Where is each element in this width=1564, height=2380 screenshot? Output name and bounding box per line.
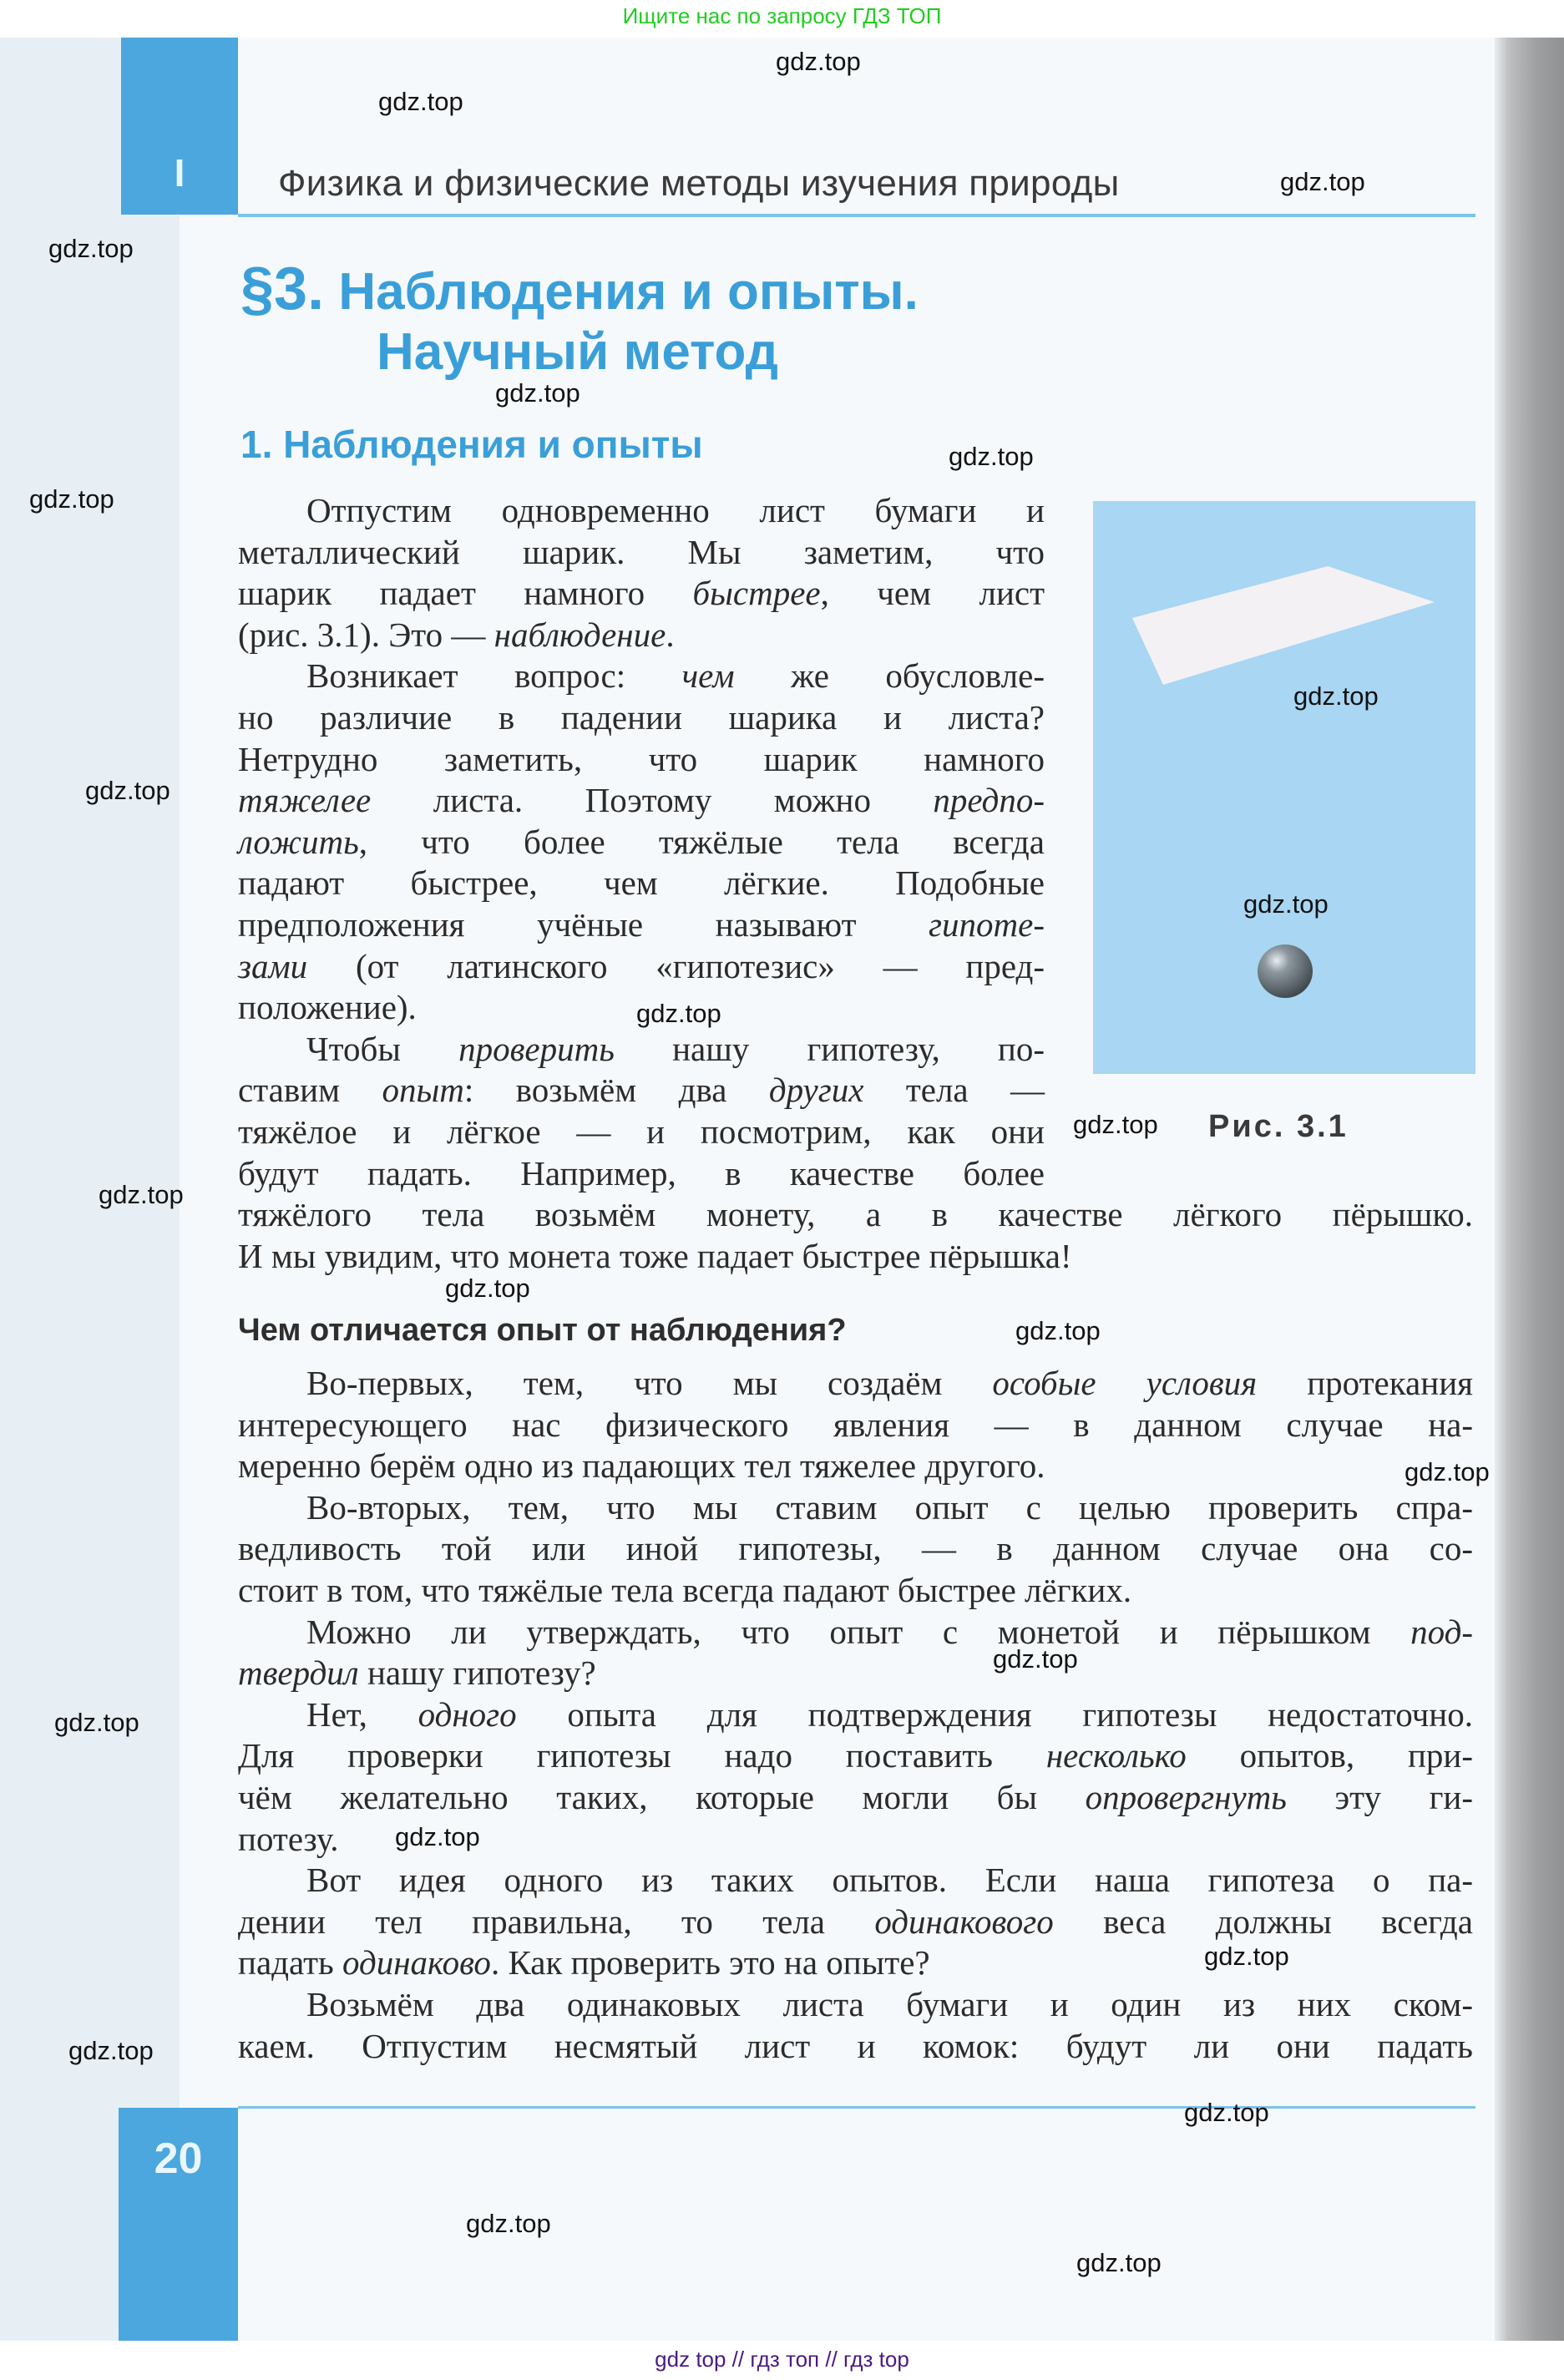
text-line: [238, 1734, 1473, 1776]
section-title: [240, 256, 919, 382]
text-line: [238, 531, 1045, 573]
text-run: дении тел правильна, то тела: [238, 1901, 875, 1941]
text-line: [238, 1983, 1473, 2025]
emphasis-text: твердил: [238, 1653, 359, 1693]
subsection-title: 1. Наблюдения и опыты: [240, 423, 703, 466]
emphasis-text: особые условия: [992, 1364, 1258, 1402]
text-run: . Как проверить это на опыте?: [490, 1943, 930, 1982]
text-line: [238, 738, 1045, 780]
text-line: [238, 1235, 1473, 1277]
text-run: , что более тяжёлые тела всегда: [358, 822, 1045, 861]
text-run: Возьмём два одинаковых листа бумаги и один из них ском-: [306, 1985, 1473, 2023]
text-run: меренно берём одно из падающих тел тяжелее другого.: [238, 1446, 1045, 1486]
emphasis-text: зами: [238, 946, 308, 985]
watermark: gdz.top: [1073, 1110, 1158, 1139]
text-run: Можно ли утверждать, что опыт с монетой и пёрышком: [306, 1612, 1411, 1651]
text-run: : возьмём два: [463, 1071, 769, 1110]
text-run: тела —: [863, 1071, 1045, 1110]
text-run: листа. Поэтому можно: [371, 781, 934, 820]
text-run: будут падать. Например, в качестве более: [238, 1153, 1045, 1193]
emphasis-text: несколько: [1045, 1736, 1187, 1775]
emphasis-text: предпо-: [933, 781, 1045, 820]
text-line: [238, 1859, 1473, 1901]
text-line: [238, 821, 1045, 863]
text-line: [238, 696, 1045, 738]
text-run: эту ги-: [1286, 1778, 1473, 1816]
watermark: gdz.top: [48, 234, 134, 263]
emphasis-text: опыт: [382, 1071, 464, 1110]
text-line: [238, 1193, 1473, 1235]
watermark: gdz.top: [1243, 889, 1329, 919]
text-run: Возникает вопрос:: [306, 656, 682, 696]
section-number: §3.: [240, 256, 325, 322]
text-line: [238, 1362, 1473, 1404]
text-run: нашу гипотезу?: [358, 1653, 596, 1693]
search-banner[interactable]: Ищите нас по запросу ГДЗ ТОП: [622, 3, 942, 28]
text-run: Во-вторых, тем, что мы ставим опыт с целью проверить спра-: [306, 1487, 1473, 1527]
emphasis-text: одинакового: [874, 1901, 1054, 1941]
text-run: интересующего нас физического явления — в данном случае на-: [238, 1405, 1473, 1444]
section-title-line1: Наблюдения и опыты.: [338, 263, 919, 321]
text-run: нашу гипотезу, по-: [614, 1029, 1045, 1068]
text-run: чём желательно таких, которые могли бы: [238, 1778, 1086, 1816]
watermark: gdz.top: [68, 2036, 154, 2065]
text-line: [238, 779, 1045, 821]
watermark: gdz.top: [1204, 1942, 1289, 1971]
text-run: веса должны всегда: [1053, 1901, 1473, 1941]
header-rule: [238, 214, 1475, 217]
text-line: [238, 489, 1045, 531]
text-run: .: [666, 615, 675, 654]
text-line: [238, 1652, 1473, 1694]
text-line: [238, 1028, 1045, 1070]
text-line: [238, 904, 1045, 945]
watermark: gdz.top: [1076, 2248, 1162, 2277]
emphasis-text: проверить: [458, 1029, 615, 1068]
watermark: gdz.top: [1405, 1457, 1490, 1486]
text-run: (рис. 3.1). Это —: [238, 615, 494, 654]
text-run: ведливость той или иной гипотезы, — в данном случае она со-: [238, 1529, 1473, 1568]
emphasis-text: одинаково: [342, 1943, 491, 1982]
text-run: Чтобы: [306, 1029, 459, 1068]
text-line: [238, 1486, 1473, 1528]
text-run: шарик падает намного: [238, 574, 693, 613]
site-footer[interactable]: gdz top // гдз топ // гдз top: [655, 2347, 909, 2372]
emphasis-text: гипоте-: [929, 905, 1045, 944]
watermark: gdz.top: [395, 1822, 480, 1851]
watermark: gdz.top: [85, 776, 170, 805]
emphasis-text: одного: [418, 1694, 517, 1734]
page-number: 20: [154, 2134, 203, 2183]
text-run: положение).: [238, 988, 417, 1027]
watermark: gdz.top: [1015, 1316, 1101, 1345]
text-run: опытов, при-: [1186, 1736, 1473, 1775]
text-line: [238, 1445, 1473, 1486]
text-run: тяжёлого тела возьмём монету, а в качестве лёгкого пёрышко.: [238, 1195, 1473, 1234]
text-line: [238, 1569, 1473, 1611]
paper-sheet: [1132, 566, 1435, 685]
emphasis-text: под-: [1410, 1612, 1473, 1651]
text-run: , чем лист: [820, 574, 1045, 613]
metal-ball: [1258, 944, 1313, 998]
text-run: Нетрудно заметить, что шарик намного: [238, 739, 1045, 778]
text-run: тяжёлое и лёгкое — и посмотрим, как они: [238, 1112, 1045, 1151]
text-line: [238, 1901, 1473, 1942]
figure-3-1: [1093, 501, 1475, 1074]
book-spine-shadow: [1495, 38, 1564, 2341]
emphasis-text: быстрее: [692, 574, 821, 613]
text-line: [238, 572, 1045, 614]
text-run: падают быстрее, чем лёгкие. Подобные: [238, 863, 1045, 903]
text-run: (от латинского «гипотезис» — пред-: [307, 946, 1045, 985]
chapter-number: I: [174, 151, 185, 195]
text-line: [238, 862, 1045, 904]
watermark: gdz.top: [949, 442, 1034, 471]
watermark: gdz.top: [466, 2209, 551, 2238]
text-line: [238, 1527, 1473, 1569]
emphasis-text: опровергнуть: [1085, 1778, 1287, 1816]
watermark: gdz.top: [29, 484, 114, 514]
text-run: металлический шарик. Мы заметим, что: [238, 532, 1045, 571]
text-run: предположения учёные называют: [238, 905, 929, 944]
text-line: [238, 1776, 1473, 1818]
text-run: Нет,: [306, 1694, 418, 1734]
watermark: gdz.top: [636, 999, 721, 1028]
figure-caption: Рис. 3.1: [1208, 1109, 1349, 1144]
text-run: опыта для подтверждения гипотезы недостаточно.: [516, 1694, 1473, 1734]
text-run: ставим: [238, 1071, 382, 1110]
text-run: Во-первых, тем, что мы создаём: [306, 1364, 993, 1402]
text-run: И мы увидим, что монета тоже падает быстрее пёрышка!: [238, 1236, 1072, 1275]
emphasis-text: наблюдение: [493, 615, 666, 654]
question-heading: Чем отличается опыт от наблюдения?: [238, 1313, 847, 1348]
chapter-title: Физика и физические методы изучения природы: [278, 163, 1120, 204]
emphasis-text: чем: [681, 656, 735, 696]
text-line: [238, 2025, 1473, 2067]
emphasis-text: ложить: [238, 822, 359, 861]
text-run: Вот идея одного из таких опытов. Если наша гипотеза о па-: [306, 1861, 1473, 1900]
text-line: [238, 614, 1045, 656]
text-run: Для проверки гипотезы надо поставить: [238, 1736, 1046, 1775]
watermark: gdz.top: [495, 378, 580, 408]
emphasis-text: других: [768, 1071, 864, 1110]
watermark: gdz.top: [445, 1274, 530, 1303]
watermark: gdz.top: [776, 47, 861, 76]
watermark: gdz.top: [54, 1708, 139, 1737]
text-line: [238, 1069, 1045, 1111]
text-run: потезу.: [238, 1819, 339, 1858]
text-line: [238, 655, 1045, 696]
section-title-line2: Научный метод: [377, 323, 778, 381]
footer-rule: [238, 2106, 1475, 2109]
text-run: стоит в том, что тяжёлые тела всегда падают быстрее лёгких.: [238, 1571, 1132, 1609]
text-line: [238, 1404, 1473, 1446]
watermark: gdz.top: [1293, 681, 1379, 711]
text-line: [238, 1611, 1473, 1653]
watermark: gdz.top: [99, 1180, 184, 1209]
text-run: протекания: [1257, 1364, 1473, 1402]
watermark: gdz.top: [1280, 167, 1365, 196]
watermark: gdz.top: [378, 87, 463, 116]
text-run: же обусловле-: [734, 656, 1045, 696]
text-run: но различие в падении шарика и листа?: [238, 698, 1045, 737]
watermark: gdz.top: [1184, 2098, 1269, 2127]
text-run: Отпустим одновременно лист бумаги и: [306, 491, 1045, 529]
text-line: [238, 1111, 1045, 1152]
emphasis-text: тяжелее: [238, 781, 372, 820]
text-line: [238, 1694, 1473, 1735]
text-run: каем. Отпустим несмятый лист и комок: будут ли они падать: [238, 2026, 1473, 2065]
text-line: [238, 1152, 1045, 1194]
falling-objects-illustration: [1093, 501, 1475, 1074]
text-line: [238, 945, 1045, 987]
text-run: падать: [238, 1943, 343, 1982]
watermark: gdz.top: [993, 1644, 1078, 1674]
